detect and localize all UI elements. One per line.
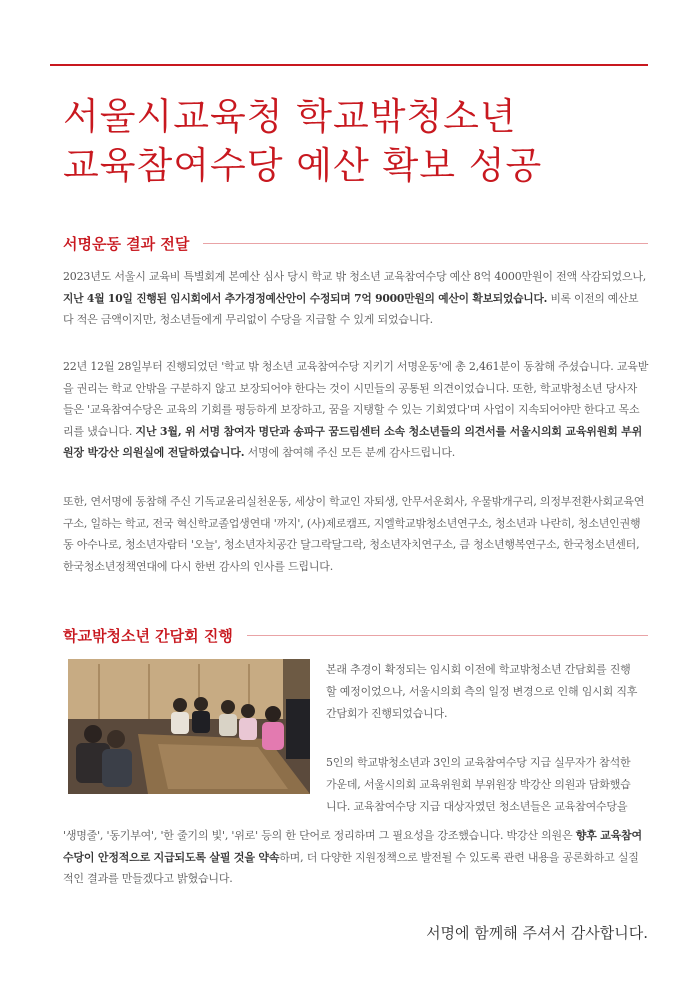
text-line: 동 아수나로, 청소년자람터 '오늘', 청소년자치공간 달그락달그락, 청소년자치연구소, 큼 청소년행복연구소, 한국청소년센터, xyxy=(63,538,640,551)
section-heading-label: 학교밖청소년 간담회 진행 xyxy=(63,626,233,645)
text-line: 5인의 학교밖청소년과 3인의 교육참여수당 지급 실무자가 참석한 xyxy=(326,756,631,769)
meeting-result-paragraph xyxy=(63,825,649,890)
title-line-1: 서울시교육청 학교밖청소년 xyxy=(63,95,517,138)
page-title xyxy=(63,92,663,190)
meeting-photo xyxy=(68,659,310,794)
section-heading-label: 서명운동 결과 전달 xyxy=(63,234,190,253)
emphasis-text: 향후 교육참여 xyxy=(575,829,642,842)
text-fragment: 리를 냈습니다. xyxy=(63,424,136,438)
text-fragment: 하며, 더 다양한 지원정책으로 발전될 수 있도록 관련 내용을 공론화하고 실질 xyxy=(279,850,639,864)
meeting-detail-text xyxy=(326,752,648,818)
text-line xyxy=(63,288,649,310)
section-heading-signature xyxy=(63,232,648,254)
text-line: 다 적은 금액이지만, 청소년들에게 무리없이 수당을 지급할 수 있게 되었습니다. xyxy=(63,313,433,326)
emphasis-text: 원장 박강산 의원실에 전달하였습니다. xyxy=(63,446,245,459)
text-line: 들은 '교육참여수당은 교육의 기회를 평등하게 보장하고, 꿈을 지탱할 수 있는 기회였다'며 사업이 지속되어야만 한다고 목소 xyxy=(63,403,640,416)
text-fragment: 서명에 참여해 주신 모든 분께 감사드립니다. xyxy=(244,446,456,459)
section-heading-rule xyxy=(247,635,648,636)
text-line: 2023년도 서울시 교육비 특별회계 본예산 심사 당시 학교 밖 청소년 교육참여수당 예산 8억 4000만원이 전액 삭감되었으나, xyxy=(63,270,647,283)
closing-message: 서명에 함께해 주셔서 감사합니다. xyxy=(426,924,648,942)
text-line: 22년 12월 28일부터 진행되었던 '학교 밖 청소년 교육참여수당 지키기 서명운동'에 총 2,461분이 동참해 주셨습니다. 교육받 xyxy=(63,360,649,373)
text-fragment: '생명줄', '동기부여', '한 줄기의 빛', '위로' 등의 한 단어로 정리하며 그 필요성을 강조했습니다. 박강산 의원은 xyxy=(63,829,576,842)
text-line: 니다. 교육참여수당 지급 대상자였던 청소년들은 교육참여수당을 xyxy=(326,800,628,813)
text-line: 할 예정이었으나, 서울시의회 측의 일정 변경으로 인해 임시회 직후 xyxy=(326,685,638,698)
paragraph-thanks-organizations xyxy=(63,491,649,577)
text-fragment: 비록 이전의 예산보 xyxy=(547,291,639,305)
text-line: 본래 추경이 확정되는 임시회 이전에 학교밖청소년 간담회를 진행 xyxy=(326,663,631,676)
emphasis-text: 지난 4월 10일 진행된 임시회에서 추가경정예산안이 수정되며 7억 9000만원의 예산이 확보되었습니다. xyxy=(63,291,548,305)
paragraph-budget xyxy=(63,266,649,331)
text-line xyxy=(63,825,649,847)
text-line: 을 권리는 학교 안밖을 구분하지 않고 보장되어야 한다는 것이 시민들의 공통된 의견이었습니다. 또한, 학교밖청소년 당사자 xyxy=(63,381,638,395)
text-line: 또한, 연서명에 동참해 주신 기독교윤리실천운동, 세상이 학교인 자퇴생, 안무서운회사, 우물밖개구리, 의정부전환사회교육연 xyxy=(63,495,645,508)
title-line-2: 교육참여수당 예산 확보 성공 xyxy=(63,144,543,187)
emphasis-text: 수당이 안정적으로 지급되도록 살필 것을 약속 xyxy=(63,850,280,864)
text-line: 가운데, 서울시의회 교육위원회 부위원장 박강산 의원과 담화했습 xyxy=(326,778,631,791)
text-line: 구소, 일하는 학교, 전국 혁신학교졸업생연대 '까지', (사)제로캠프, 지엘학교밖청소년연구소, 청소년과 나란히, 청소년인권행 xyxy=(63,516,641,530)
text-line xyxy=(63,442,649,464)
text-line xyxy=(63,847,649,869)
text-line: 한국청소년정책연대에 다시 한번 감사의 인사를 드립니다. xyxy=(63,559,334,573)
text-line xyxy=(63,421,649,443)
text-line: 간담회가 진행되었습니다. xyxy=(326,707,448,720)
section-heading-rule xyxy=(203,243,648,244)
top-rule xyxy=(50,64,648,66)
text-line: 적인 결과를 만들겠다고 밝혔습니다. xyxy=(63,872,233,885)
meeting-intro-text xyxy=(326,659,648,725)
section-heading-meeting xyxy=(63,624,648,646)
emphasis-text: 지난 3월, 위 서명 참여자 명단과 송파구 꿈드림센터 소속 청소년들의 의견서를 서울시의회 교육위원회 부위 xyxy=(135,424,643,438)
paragraph-signature-campaign xyxy=(63,356,649,464)
